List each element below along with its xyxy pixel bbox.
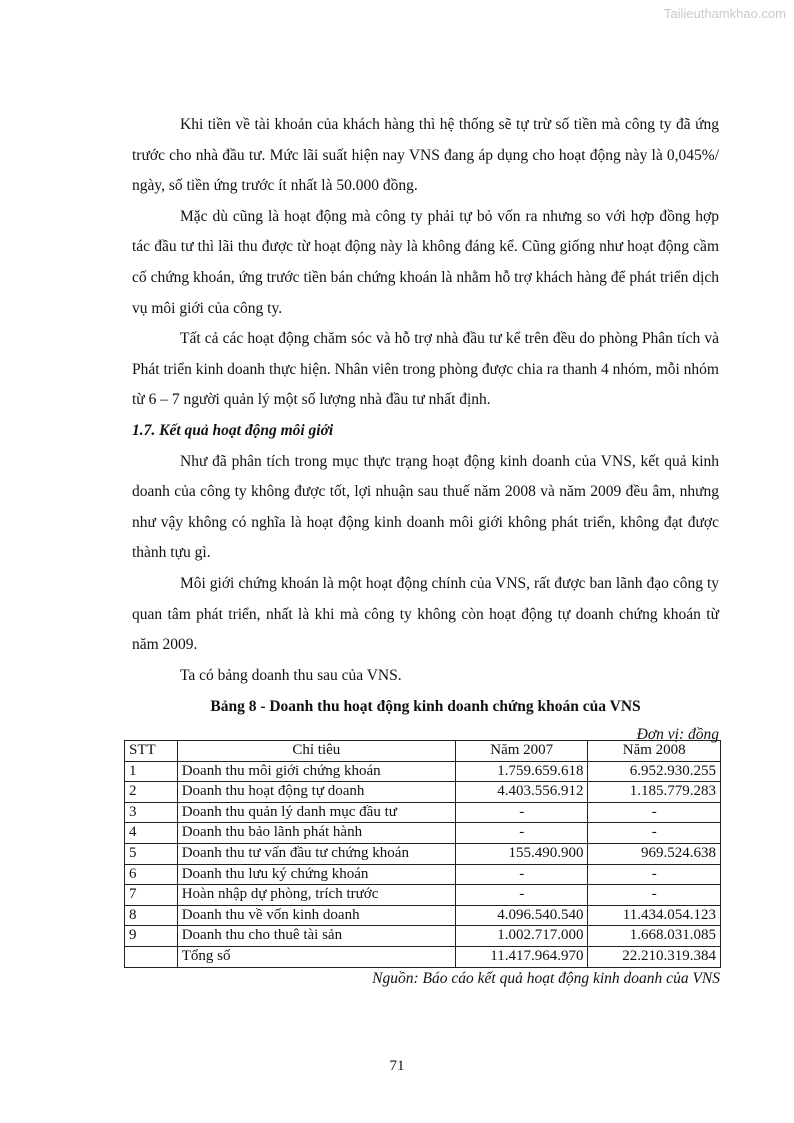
- cell-2007: -: [455, 823, 587, 844]
- header-2008: Năm 2008: [588, 741, 721, 762]
- cell-2008: -: [588, 823, 721, 844]
- table-total-row: [125, 946, 721, 967]
- cell-indicator: Doanh thu bảo lãnh phát hành: [177, 823, 455, 844]
- cell-indicator: Doanh thu về vốn kinh doanh: [177, 905, 455, 926]
- cell-stt: 3: [125, 802, 178, 823]
- table-row: [125, 761, 721, 782]
- cell-stt: 2: [125, 782, 178, 803]
- paragraph-5: Môi giới chứng khoán là một hoạt động chính của VNS, rất được ban lãnh đạo công ty quan tâm phát triển, nhất là khi mà công ty không còn hoạt động tự doanh chứng khoán từ năm 2009.: [132, 574, 719, 654]
- cell-2007: 4.403.556.912: [455, 782, 587, 803]
- cell-indicator: Doanh thu môi giới chứng khoán: [177, 761, 455, 782]
- cell-indicator: Hoàn nhập dự phòng, trích trước: [177, 885, 455, 906]
- table-title: Bảng 8 - Doanh thu hoạt động kinh doanh chứng khoán của VNS: [210, 698, 641, 716]
- cell-stt: 6: [125, 864, 178, 885]
- table-header-row: [125, 741, 721, 762]
- cell-stt: 8: [125, 905, 178, 926]
- paragraph-3: Tất cả các hoạt động chăm sóc và hỗ trợ nhà đầu tư kể trên đều do phòng Phân tích và Phát triển kinh doanh thực hiện. Nhân viên trong phòng được chia ra thanh 4 nhóm, mỗi nhóm từ 6 – 7 người quản lý một số lượng nhà đầu tư nhất định.: [132, 330, 719, 409]
- cell-2008: 969.524.638: [588, 843, 721, 864]
- cell-stt: 1: [125, 761, 178, 782]
- table-row: [125, 823, 721, 844]
- revenue-table: [124, 740, 721, 968]
- section-heading: 1.7. Kết quả hoạt động môi giới: [132, 421, 334, 439]
- table-row: [125, 802, 721, 823]
- cell-total-2008: 22.210.319.384: [588, 946, 721, 967]
- cell-stt: [125, 946, 178, 967]
- cell-total-2007: 11.417.964.970: [455, 946, 587, 967]
- table-row: [125, 782, 721, 803]
- cell-2008: 1.185.779.283: [588, 782, 721, 803]
- cell-indicator: Doanh thu tư vấn đầu tư chứng khoán: [177, 843, 455, 864]
- paragraph-1: Khi tiền về tài khoản của khách hàng thì hệ thống sẽ tự trừ số tiền mà công ty đã ứng trước cho nhà đầu tư. Mức lãi suất hiện nay VNS đang áp dụng cho hoạt động này là 0,045%/ ngày, số tiền ứng trước ít nhất là 50.000 đồng.: [132, 116, 719, 195]
- table-unit: Đơn vị: đồng: [636, 726, 719, 744]
- cell-total-label: Tổng số: [177, 946, 455, 967]
- cell-2007: -: [455, 864, 587, 885]
- cell-2007: 1.759.659.618: [455, 761, 587, 782]
- cell-stt: 9: [125, 926, 178, 947]
- cell-2008: -: [588, 864, 721, 885]
- body-text: [132, 110, 719, 749]
- cell-2008: 11.434.054.123: [588, 905, 721, 926]
- table-row: [125, 864, 721, 885]
- cell-2007: 155.490.900: [455, 843, 587, 864]
- table-row: [125, 905, 721, 926]
- cell-indicator: Doanh thu cho thuê tài sản: [177, 926, 455, 947]
- cell-stt: 4: [125, 823, 178, 844]
- cell-2007: -: [455, 802, 587, 823]
- page-number: 71: [389, 1058, 405, 1074]
- cell-stt: 5: [125, 843, 178, 864]
- header-2007: Năm 2007: [455, 741, 587, 762]
- header-stt: STT: [125, 741, 178, 762]
- cell-indicator: Doanh thu hoạt động tự doanh: [177, 782, 455, 803]
- cell-2008: 6.952.930.255: [588, 761, 721, 782]
- table-row: [125, 926, 721, 947]
- cell-stt: 7: [125, 885, 178, 906]
- cell-indicator: Doanh thu lưu ký chứng khoán: [177, 864, 455, 885]
- paragraph-4: Như đã phân tích trong mục thực trạng hoạt động kinh doanh của VNS, kết quả kinh doanh của công ty không được tốt, lợi nhuận sau thuế năm 2008 và năm 2009 đều âm, nhưng như vậy không có nghĩa là hoạt động kinh doanh môi giới không phát triển, không đạt được thành tựu gì.: [132, 452, 719, 562]
- cell-2007: 4.096.540.540: [455, 905, 587, 926]
- table-source: Nguồn: Báo cáo kết quả hoạt động kinh doanh của VNS: [372, 970, 720, 987]
- cell-2008: 1.668.031.085: [588, 926, 721, 947]
- cell-2007: 1.002.717.000: [455, 926, 587, 947]
- watermark: Tailieuthamkhao.com: [663, 6, 786, 21]
- cell-indicator: Doanh thu quản lý danh mục đầu tư: [177, 802, 455, 823]
- paragraph-6: Ta có bảng doanh thu sau của VNS.: [180, 666, 402, 684]
- table-row: [125, 885, 721, 906]
- cell-2008: -: [588, 802, 721, 823]
- paragraph-2: Mặc dù cũng là hoạt động mà công ty phải tự bỏ vốn ra nhưng so với hợp đồng hợp tác đầu tư thì lãi thu được từ hoạt động này là không đáng kể. Cũng giống như hoạt động cầm cố chứng khoán, ứng trước tiền bán chứng khoán là nhằm hỗ trợ khách hàng để phát triển dịch vụ môi giới của công ty.: [132, 207, 719, 317]
- cell-2008: -: [588, 885, 721, 906]
- table-row: [125, 843, 721, 864]
- cell-2007: -: [455, 885, 587, 906]
- header-indicator: Chỉ tiêu: [177, 741, 455, 762]
